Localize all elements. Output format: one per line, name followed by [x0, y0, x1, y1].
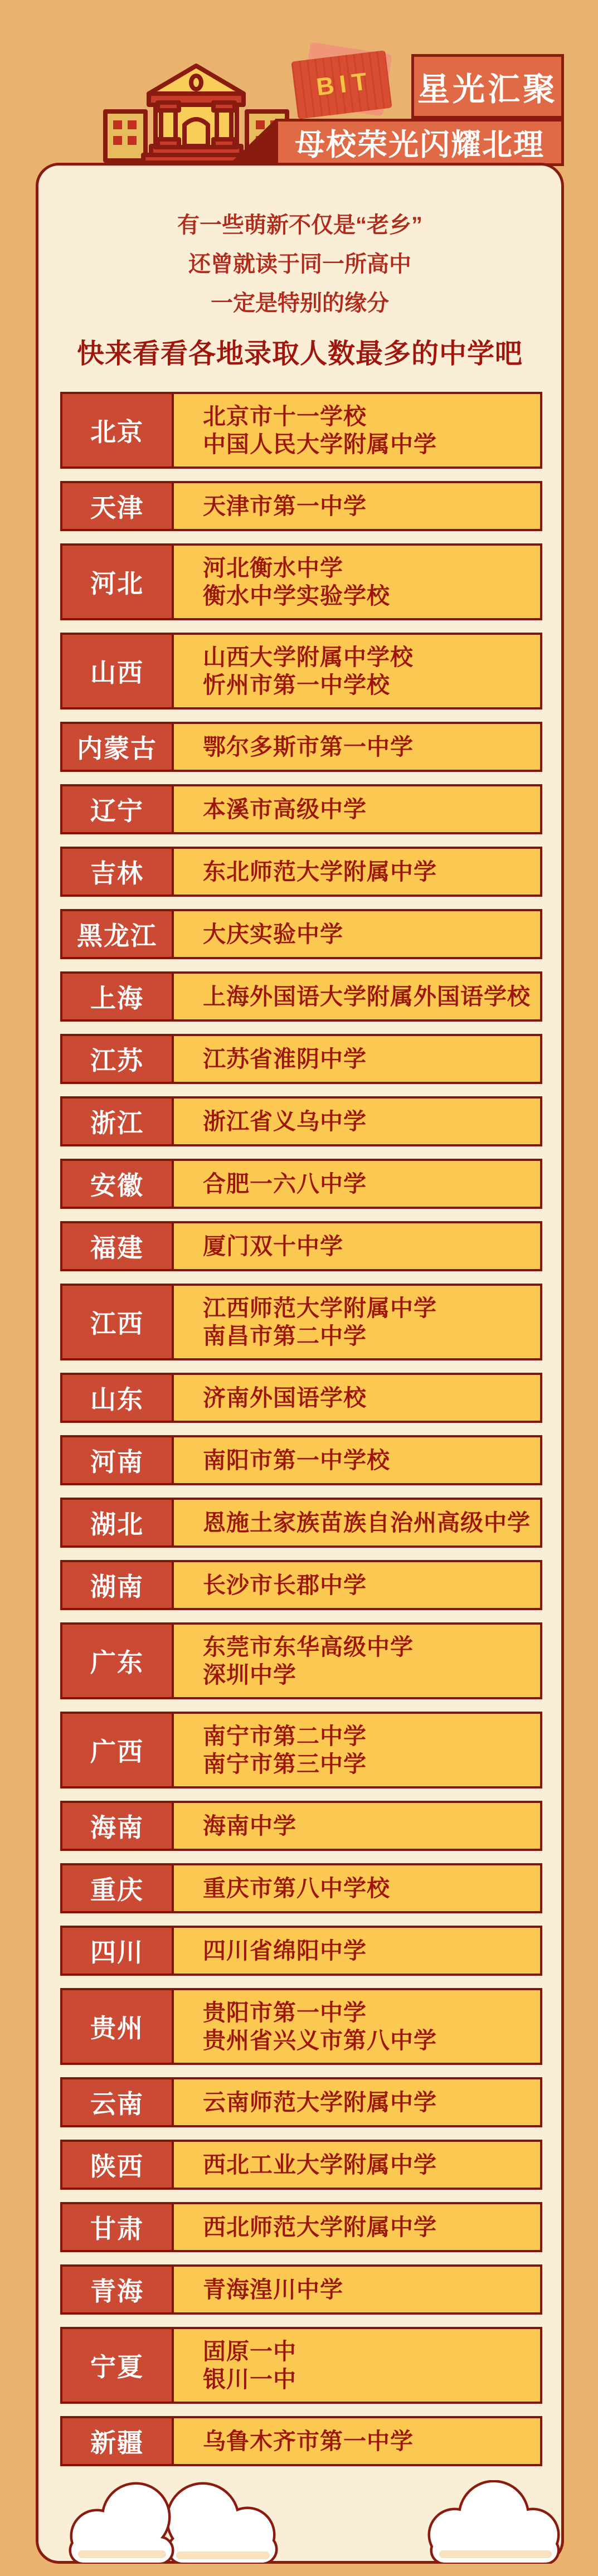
province-label: 广西: [90, 1737, 144, 1766]
province-label: 江苏: [90, 1046, 144, 1075]
province-label: 甘肃: [90, 2214, 144, 2243]
province-cell: [62, 394, 174, 466]
school-name: 重庆市第八中学校: [203, 1875, 390, 1901]
province-label: 福建: [90, 1233, 144, 1262]
school-name: 恩施土家族苗族自治州高级中学: [203, 1510, 531, 1535]
intro-text: [38, 166, 561, 323]
intro-line: 有一些萌新不仅是“老乡”: [177, 213, 422, 237]
province-cell: [62, 1500, 174, 1545]
clouds-decoration: [36, 2480, 564, 2564]
province-cell: [62, 1223, 174, 1269]
school-list: [174, 1223, 540, 1269]
table-row: [60, 1034, 542, 1084]
table-row: [60, 1988, 542, 2065]
school-name: 中国人民大学附属中学: [203, 431, 437, 457]
school-list: [174, 974, 540, 1019]
school-list: [174, 911, 540, 957]
province-label: 广东: [90, 1648, 144, 1677]
school-list: [174, 2267, 540, 2312]
province-label: 安徽: [90, 1171, 144, 1200]
table-row: [60, 1622, 542, 1699]
province-label: 内蒙古: [77, 734, 157, 763]
province-cell: [62, 849, 174, 895]
school-name: 厦门双十中学: [203, 1233, 343, 1259]
province-label: 天津: [90, 493, 144, 522]
school-list: [174, 786, 540, 832]
school-name: 海南中学: [203, 1813, 296, 1839]
province-label: 山东: [90, 1385, 144, 1414]
school-list: [174, 2142, 540, 2188]
school-list: [174, 2329, 540, 2402]
school-name: 南阳市第一中学校: [203, 1447, 390, 1473]
province-cell: [62, 1437, 174, 1483]
cloud-icon: [430, 2482, 557, 2563]
school-list: [174, 849, 540, 895]
province-label: 河南: [90, 1447, 144, 1476]
school-name: 西北工业大学附属中学: [203, 2152, 437, 2178]
school-list: [174, 546, 540, 618]
table-row: [60, 2202, 542, 2252]
province-label: 云南: [90, 2089, 144, 2118]
school-list: [174, 1928, 540, 1974]
province-label: 四川: [90, 1938, 144, 1967]
school-list: [174, 1286, 540, 1358]
province-label: 重庆: [90, 1875, 144, 1904]
school-list: [174, 394, 540, 466]
school-name: 贵阳市第一中学: [203, 2000, 367, 2025]
table-row: [60, 1373, 542, 1423]
banner-starlight-label: 星光汇聚: [417, 71, 558, 108]
cloud-icon: [168, 2485, 275, 2563]
school-name: 南宁市第三中学: [203, 1751, 367, 1777]
province-cell: [62, 1865, 174, 1911]
table-row: [60, 2077, 542, 2127]
province-cell: [62, 2329, 174, 2402]
banner-starlight: [411, 54, 564, 119]
province-cell: [62, 1625, 174, 1697]
school-list: [174, 1803, 540, 1849]
table-row: [60, 1284, 542, 1360]
province-cell: [62, 1286, 174, 1358]
province-cell: [62, 2418, 174, 2464]
province-label: 黑龙江: [77, 921, 157, 950]
province-cell: [62, 1375, 174, 1421]
province-label: 湖北: [90, 1510, 144, 1539]
province-cell: [62, 1161, 174, 1207]
table-row: [60, 847, 542, 897]
table-row: [60, 1863, 542, 1913]
province-cell: [62, 2204, 174, 2250]
province-label: 海南: [90, 1813, 144, 1842]
school-name: 南昌市第二中学: [203, 1323, 367, 1349]
school-name: 济南外国语学校: [203, 1385, 367, 1411]
table-row: [60, 1159, 542, 1209]
table-row: [60, 2140, 542, 2190]
province-label: 河北: [90, 569, 144, 598]
table-row: [60, 971, 542, 1022]
school-list: [174, 1990, 540, 2063]
table-row: [60, 2264, 542, 2315]
school-list: [174, 1714, 540, 1786]
school-name: 天津市第一中学: [203, 493, 367, 519]
school-name: 东莞市东华高级中学: [203, 1634, 414, 1660]
province-cell: [62, 2267, 174, 2312]
school-list: [174, 724, 540, 770]
banner-alma-mater: [275, 119, 564, 166]
table-row: [60, 909, 542, 959]
school-name: 乌鲁木齐市第一中学: [203, 2428, 414, 2454]
school-list: [174, 1500, 540, 1545]
school-name: 贵州省兴义市第八中学: [203, 2028, 437, 2053]
school-list: [174, 1375, 540, 1421]
province-label: 宁夏: [90, 2353, 144, 2381]
school-name: 本溪市高级中学: [203, 796, 367, 822]
school-name: 青海湟川中学: [203, 2277, 343, 2302]
intro-line: 一定是特别的缘分: [211, 291, 389, 315]
province-cell: [62, 546, 174, 618]
table-row: [60, 722, 542, 772]
province-label: 湖南: [90, 1572, 144, 1601]
table-row: [60, 1498, 542, 1548]
table-row: [60, 2416, 542, 2466]
content-card: [36, 163, 564, 2564]
school-list: [174, 1865, 540, 1911]
school-name: 长沙市长郡中学: [203, 1572, 367, 1598]
page-title: 快来看看各地录取人数最多的中学吧: [76, 339, 523, 369]
table-row: [60, 1560, 542, 1610]
province-cell: [62, 2079, 174, 2125]
province-label: 山西: [90, 658, 144, 687]
province-cell: [62, 1990, 174, 2063]
school-list: [174, 1099, 540, 1144]
province-cell: [62, 911, 174, 957]
province-label: 浙江: [90, 1109, 144, 1138]
province-cell: [62, 1099, 174, 1144]
province-cell: [62, 1036, 174, 1082]
province-cell: [62, 2142, 174, 2188]
province-cell: [62, 1928, 174, 1974]
table-row: [60, 2327, 542, 2404]
school-name: 固原一中: [203, 2339, 296, 2364]
table-row: [60, 543, 542, 620]
school-list: [174, 1562, 540, 1608]
school-name: 上海外国语大学附属外国语学校: [203, 984, 531, 1009]
bit-label: BIT: [314, 67, 374, 101]
province-cell: [62, 974, 174, 1019]
school-name: 银川一中: [203, 2366, 296, 2392]
school-list: [174, 483, 540, 529]
school-list: [174, 2418, 540, 2464]
cloud-icon: [71, 2485, 172, 2563]
province-cell: [62, 483, 174, 529]
school-list: [174, 2079, 540, 2125]
province-label: 陕西: [90, 2152, 144, 2181]
school-name: 南宁市第二中学: [203, 1723, 367, 1749]
province-cell: [62, 1562, 174, 1608]
school-name: 云南师范大学附属中学: [203, 2089, 437, 2115]
school-name: 深圳中学: [203, 1662, 296, 1688]
school-list: [174, 635, 540, 707]
school-name: 东北师范大学附属中学: [203, 859, 437, 884]
table-row: [60, 784, 542, 834]
table-row: [60, 392, 542, 469]
province-label: 辽宁: [90, 796, 144, 825]
school-name: 衡水中学实验学校: [203, 583, 390, 609]
school-name: 北京市十一学校: [203, 404, 367, 429]
province-label: 新疆: [90, 2428, 144, 2457]
school-name: 西北师范大学附属中学: [203, 2214, 437, 2240]
school-name: 鄂尔多斯市第一中学: [203, 734, 414, 760]
table-row: [60, 1435, 542, 1485]
province-cell: [62, 724, 174, 770]
school-name: 合肥一六八中学: [203, 1171, 367, 1197]
table-row: [60, 633, 542, 709]
province-label: 上海: [90, 984, 144, 1013]
school-list: [174, 2204, 540, 2250]
table-row: [60, 1926, 542, 1976]
school-list: [174, 1625, 540, 1697]
intro-line: 还曾就读于同一所高中: [188, 252, 411, 276]
province-cell: [62, 1714, 174, 1786]
province-cell: [62, 1803, 174, 1849]
school-name: 江西师范大学附属中学: [203, 1295, 437, 1321]
school-list: [174, 1036, 540, 1082]
province-cell: [62, 635, 174, 707]
table-row: [60, 481, 542, 531]
banner-alma-mater-label: 母校荣光闪耀北理: [295, 128, 544, 162]
school-name: 大庆实验中学: [203, 921, 343, 947]
school-list: [174, 1437, 540, 1483]
province-cell: [62, 786, 174, 832]
school-table: [60, 392, 542, 2466]
table-row: [60, 1221, 542, 1271]
school-name: 四川省绵阳中学: [203, 1938, 367, 1963]
school-list: [174, 1161, 540, 1207]
province-label: 贵州: [90, 2014, 144, 2043]
province-label: 江西: [90, 1309, 144, 1338]
school-name: 忻州市第一中学校: [203, 672, 390, 698]
table-row: [60, 1096, 542, 1146]
school-name: 山西大学附属中学校: [203, 644, 414, 670]
province-label: 青海: [90, 2277, 144, 2306]
province-label: 北京: [90, 417, 144, 446]
province-label: 吉林: [90, 859, 144, 888]
school-name: 江苏省淮阴中学: [203, 1046, 367, 1072]
school-name: 河北衡水中学: [203, 555, 343, 581]
school-name: 浙江省义乌中学: [203, 1109, 367, 1134]
bit-photo-card-icon: [291, 50, 392, 119]
table-row: [60, 1712, 542, 1788]
table-row: [60, 1801, 542, 1851]
